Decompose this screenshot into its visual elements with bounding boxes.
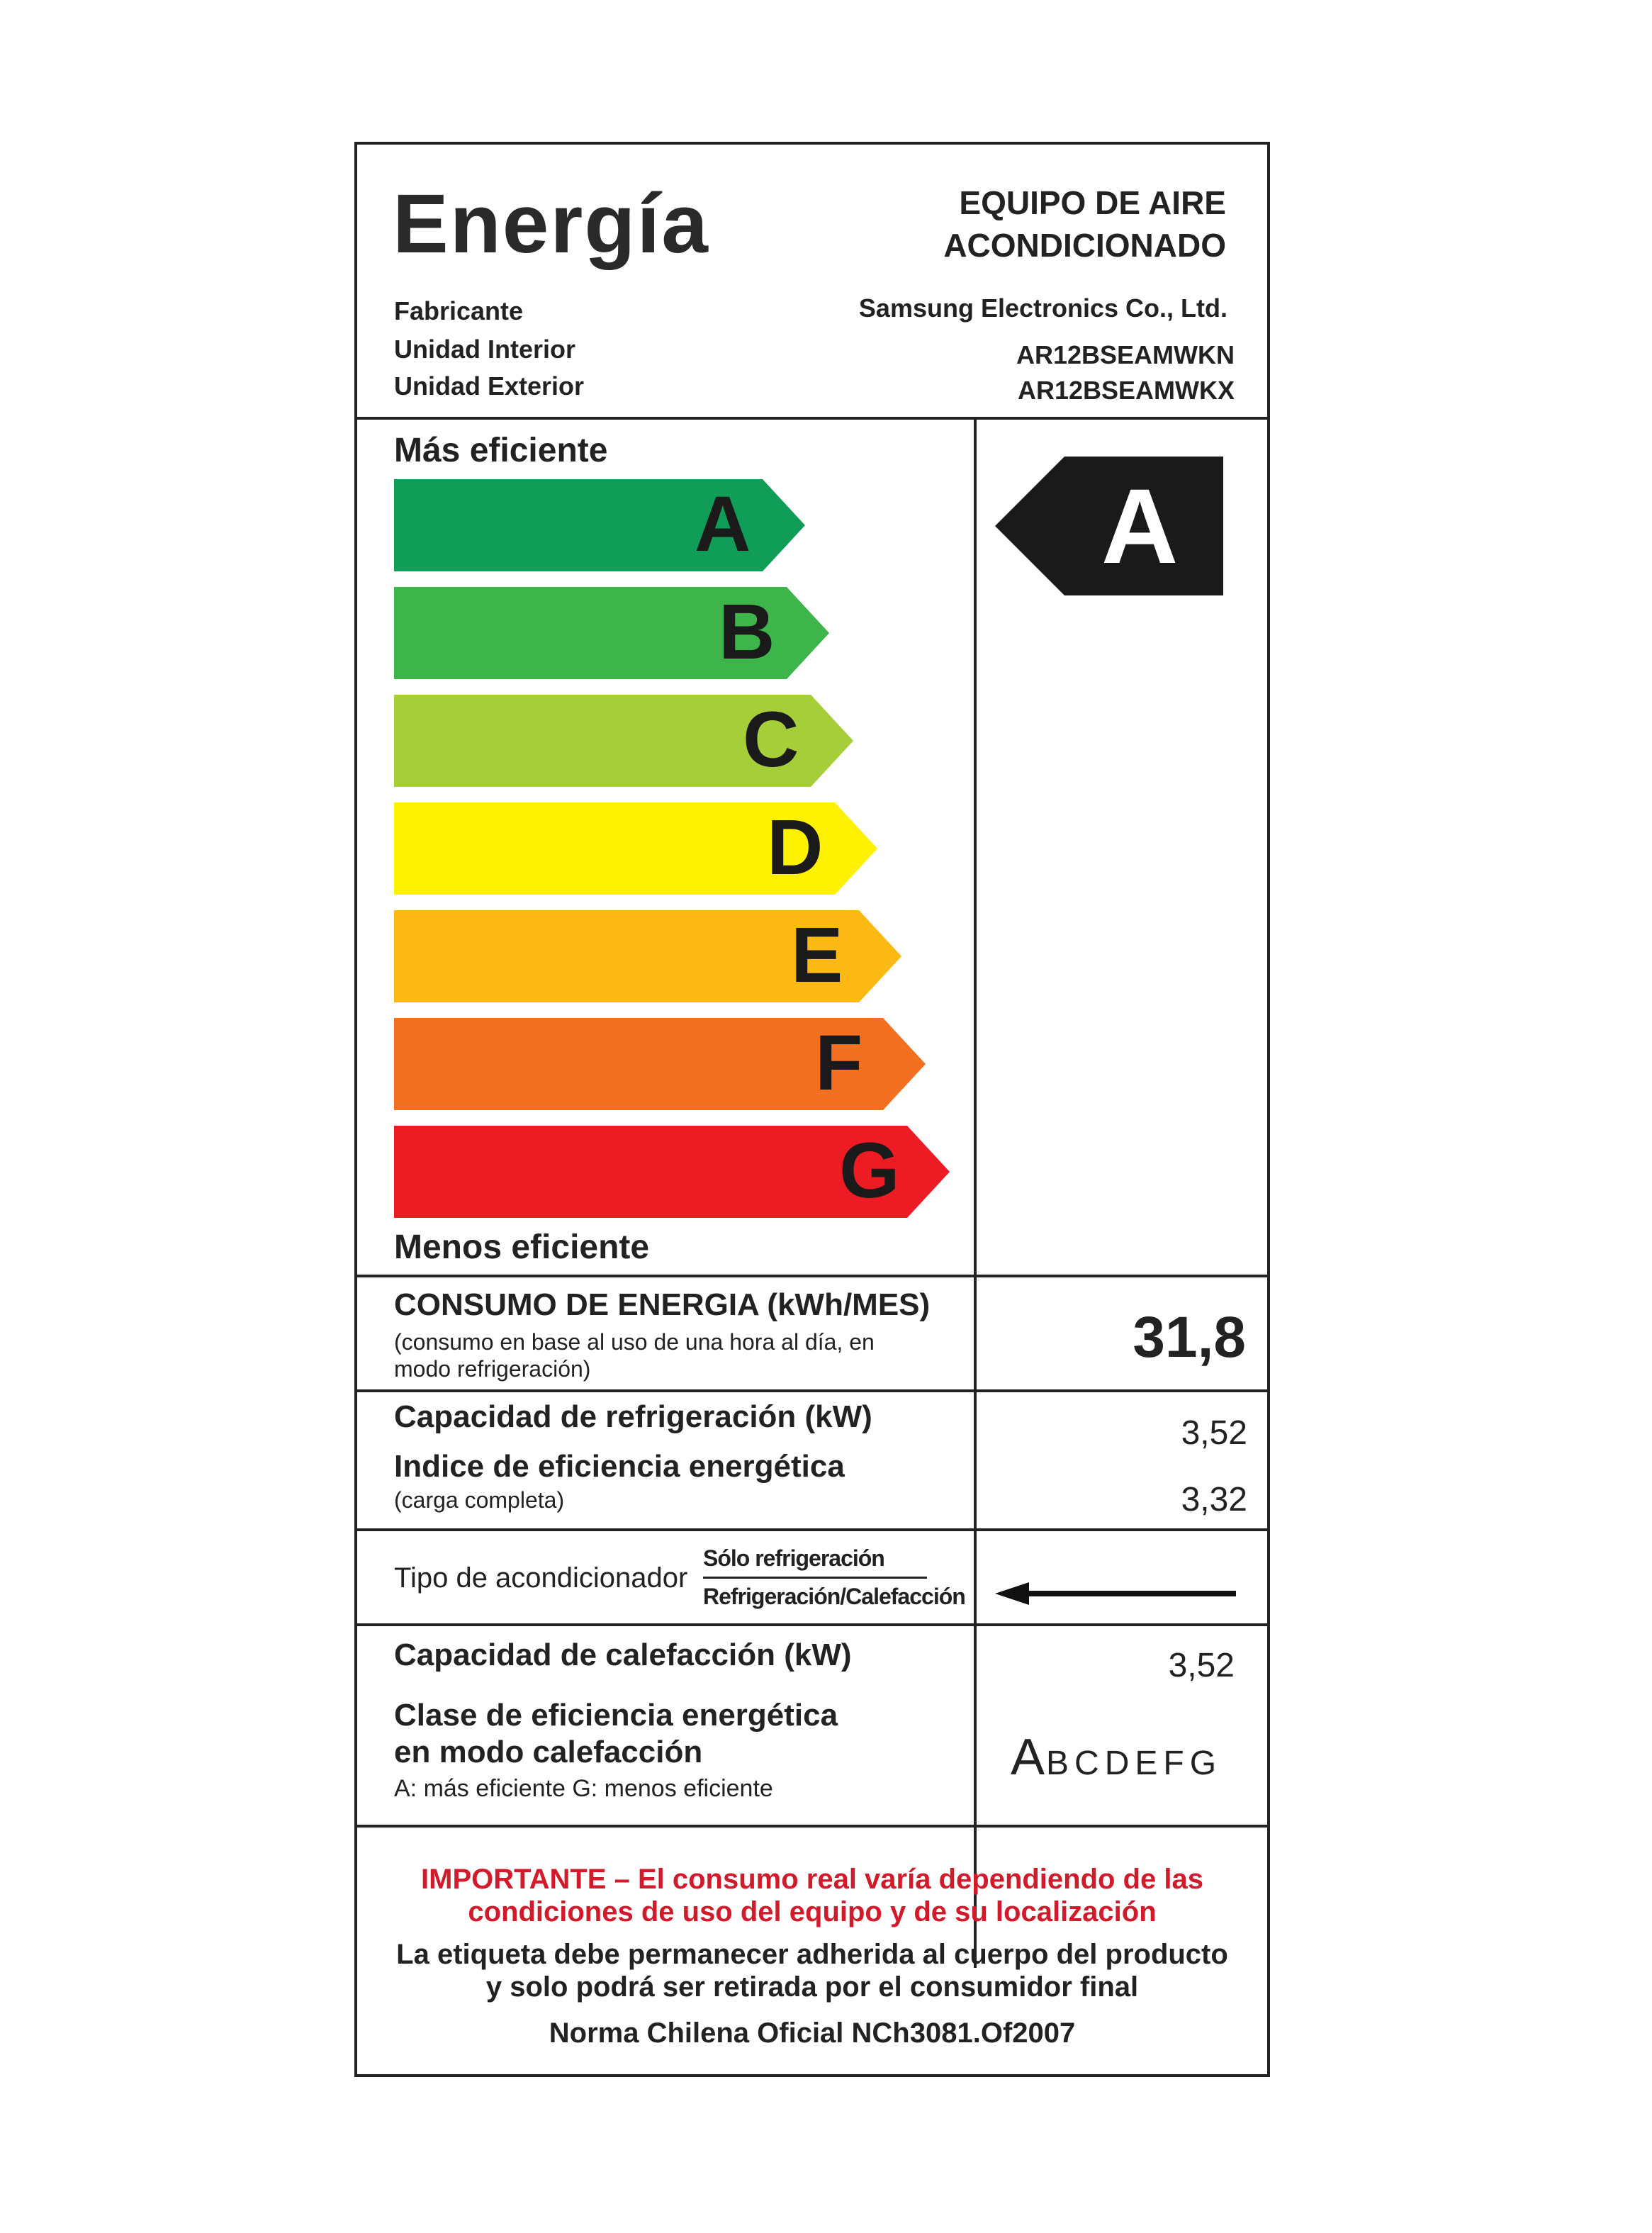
tipo-selected-arrow <box>995 1579 1237 1608</box>
tipo-option-separator <box>703 1577 927 1579</box>
norma-chilena: Norma Chilena Oficial NCh3081.Of2007 <box>549 2017 1076 2049</box>
etiqueta-line2: y solo podrá ser retirada por el consumidor final <box>485 1971 1139 2003</box>
importante-notice <box>357 1863 1267 1928</box>
divider-calefaccion <box>357 1825 1267 1828</box>
consumo-value: 31,8 <box>1133 1305 1246 1370</box>
indice-eficiencia-note: (carga completa) <box>394 1487 565 1513</box>
consumo-label: CONSUMO DE ENERGIA (kWh/MES) <box>394 1287 931 1322</box>
efficiency-letter-c: C <box>743 696 799 783</box>
efficiency-bar-d <box>394 802 877 895</box>
efficiency-letter-e: E <box>791 912 843 999</box>
divider-scale <box>357 1275 1267 1277</box>
efficiency-bar-f <box>394 1018 926 1110</box>
rating-indicator <box>995 457 1223 595</box>
rating-letter: A <box>1101 466 1179 586</box>
product-type-line2: ACONDICIONADO <box>943 227 1226 264</box>
capacidad-calefaccion-label: Capacidad de calefacción (kW) <box>394 1638 852 1672</box>
divider-tipo <box>357 1623 1267 1626</box>
efficiency-letter-g: G <box>839 1127 900 1214</box>
unidad-interior-value: AR12BSEAMWKN <box>1016 340 1235 369</box>
efficiency-bar-e <box>394 910 901 1002</box>
clase-calefaccion-selected: A <box>1011 1729 1047 1786</box>
clase-calefaccion-rest: BCDEFG <box>1046 1745 1223 1782</box>
etiqueta-line1: La etiqueta debe permanecer adherida al cuerpo del producto <box>396 1939 1228 1970</box>
clase-calefaccion-line2: en modo calefacción <box>394 1735 703 1769</box>
capacidad-calefaccion-value: 3,52 <box>1168 1647 1235 1684</box>
efficiency-letter-d: D <box>767 804 824 891</box>
capacidad-refrigeracion-label: Capacidad de refrigeración (kW) <box>394 1399 872 1434</box>
tipo-option-refrigeracion-calefaccion: Refrigeración/Calefacción <box>703 1584 965 1609</box>
efficiency-bar-b <box>394 587 829 679</box>
efficiency-bar-g <box>394 1126 950 1218</box>
efficiency-bar-c <box>394 695 853 787</box>
label-title: Energía <box>393 177 709 271</box>
etiqueta-notice <box>357 1938 1267 2003</box>
divider-header <box>357 417 1267 420</box>
product-type-line1: EQUIPO DE AIRE <box>959 184 1226 221</box>
unidad-exterior-label: Unidad Exterior <box>394 371 585 401</box>
indice-eficiencia-label: Indice de eficiencia energética <box>394 1449 845 1484</box>
clase-calefaccion-label <box>394 1697 838 1771</box>
divider-consumo <box>357 1389 1267 1392</box>
energy-label <box>354 142 1270 2077</box>
divider-refrigeracion <box>357 1528 1267 1531</box>
tipo-option-solo-refrigeracion: Sólo refrigeración <box>703 1545 884 1571</box>
consumo-note-line1: (consumo en base al uso de una hora al día, en <box>394 1329 875 1355</box>
consumo-note <box>394 1328 875 1382</box>
capacidad-refrigeracion-value: 3,52 <box>1181 1414 1247 1452</box>
efficiency-bar-a <box>394 479 805 571</box>
efficiency-letter-b: B <box>719 588 775 676</box>
efficiency-letter-a: A <box>695 481 751 568</box>
fabricante-value: Samsung Electronics Co., Ltd. <box>858 293 1227 323</box>
unidad-exterior-value: AR12BSEAMWKX <box>1017 376 1235 405</box>
consumo-note-line2: modo refrigeración) <box>394 1356 591 1382</box>
indice-eficiencia-value: 3,32 <box>1181 1481 1247 1518</box>
menos-eficiente-label: Menos eficiente <box>394 1229 650 1266</box>
mas-eficiente-label: Más eficiente <box>394 432 608 469</box>
product-type <box>943 181 1226 267</box>
clase-calefaccion-line1: Clase de eficiencia energética <box>394 1698 838 1733</box>
importante-line1: IMPORTANTE – El consumo real varía dependiendo de las <box>421 1864 1203 1895</box>
fabricante-label: Fabricante <box>394 296 524 325</box>
importante-line2: condiciones de uso del equipo y de su localización <box>468 1896 1157 1927</box>
clase-calefaccion-scale <box>1011 1728 1222 1786</box>
clase-calefaccion-note: A: más eficiente G: menos eficiente <box>394 1775 773 1802</box>
column-divider <box>974 418 977 1968</box>
efficiency-letter-f: F <box>815 1019 863 1107</box>
tipo-label: Tipo de acondicionador <box>394 1562 688 1594</box>
unidad-interior-label: Unidad Interior <box>394 335 576 364</box>
